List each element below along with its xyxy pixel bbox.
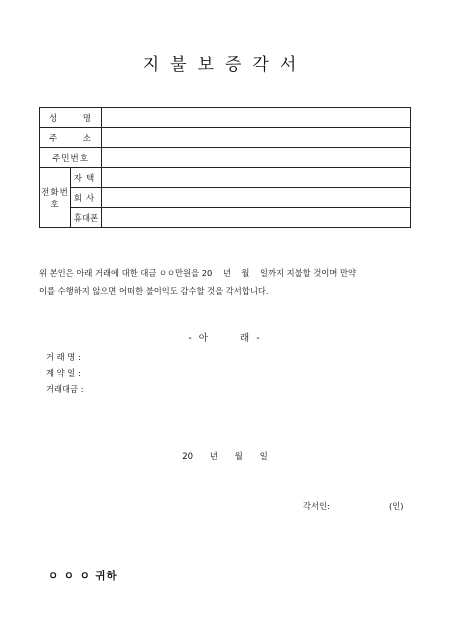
document-title: 지불보증각서 [142,55,308,75]
phone-label: 전화번호 [40,168,71,228]
trade-name-field: 거 래 명 : [46,352,81,362]
phone-mobile-value-field[interactable] [102,208,411,228]
address-value-field[interactable] [102,128,411,148]
signer-label: 각서인: [303,501,330,511]
body-line-1: 위 본인은 아래 거래에 대한 대금 ㅇㅇ만원을 20 년 월 일까지 지불할 것이며 만약 [39,268,357,278]
name-label [40,108,102,128]
name-row [40,108,411,128]
phone-office-value-field[interactable] [102,188,411,208]
phone-office-row [40,188,411,208]
resident-no-value-field[interactable] [102,148,411,168]
resident-no-row [40,148,411,168]
name-label-char-1: 성 [49,113,58,124]
phone-office-label: 회사 [71,188,102,208]
phone-home-value-field[interactable] [102,168,411,188]
address-row [40,128,411,148]
phone-home-label: 자택 [71,168,102,188]
date-line: 20 년 월 일 [182,452,268,462]
address-label [40,128,102,148]
recipient-line: ㅇ ㅇ ㅇ 귀하 [48,570,118,582]
seal-mark: (인) [389,501,404,511]
trade-amount-field: 거래대금 : [46,384,84,394]
below-heading: - 아 래 - [188,333,262,344]
name-value-field[interactable] [102,108,411,128]
name-label-char-2: 명 [82,113,91,124]
address-label-char-1: 주 [49,133,58,144]
phone-mobile-row [40,208,411,228]
contract-date-field: 계 약 일 : [46,368,81,378]
phone-home-row [40,168,411,188]
transaction-fields [46,349,84,397]
body-line-2: 이를 수행하지 않으면 어떠한 불이익도 감수할 것을 각서합니다. [39,286,269,296]
phone-mobile-label: 휴대폰 [71,208,102,228]
body-paragraph [39,264,419,300]
address-label-char-2: 소 [82,133,91,144]
info-table [39,107,411,228]
resident-no-label: 주민번호 [40,148,102,168]
